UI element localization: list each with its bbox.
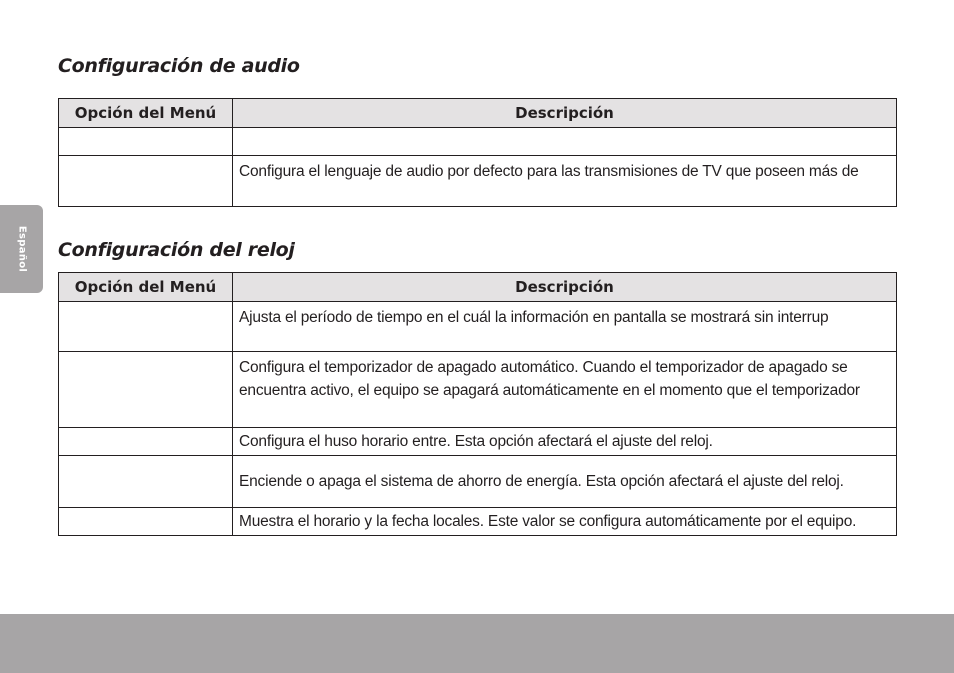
description-cell bbox=[233, 128, 897, 156]
option-cell bbox=[59, 456, 233, 508]
description-cell: Ajusta el período de tiempo en el cuál la información en pantalla se mostrará sin interrup bbox=[233, 302, 897, 352]
description-cell: Configura el temporizador de apagado automático. Cuando el temporizador de apagado se encuentra activo, el equipo se apagará automáticamente en el momento que el temporizador bbox=[233, 352, 897, 428]
option-cell bbox=[59, 428, 233, 456]
table-header-row bbox=[59, 273, 897, 302]
table-row bbox=[59, 128, 897, 156]
description-cell: Muestra el horario y la fecha locales. Este valor se configura automáticamente por el equipo. bbox=[233, 508, 897, 536]
clock-section-title: Configuración del reloj bbox=[58, 239, 295, 261]
table-header-row bbox=[59, 99, 897, 128]
description-column-header: Descripción bbox=[233, 99, 897, 128]
table-row bbox=[59, 428, 897, 456]
table-row bbox=[59, 156, 897, 207]
option-cell bbox=[59, 128, 233, 156]
table-row bbox=[59, 302, 897, 352]
table-row bbox=[59, 456, 897, 508]
footer-bar bbox=[0, 614, 954, 673]
language-tab-label: Español bbox=[16, 225, 27, 273]
audio-section-title: Configuración de audio bbox=[58, 55, 300, 77]
option-cell bbox=[59, 156, 233, 207]
table-row bbox=[59, 352, 897, 428]
option-cell bbox=[59, 508, 233, 536]
option-cell bbox=[59, 302, 233, 352]
clock-settings-table bbox=[58, 272, 897, 536]
option-column-header: Opción del Menú bbox=[59, 99, 233, 128]
option-column-header: Opción del Menú bbox=[59, 273, 233, 302]
table-row bbox=[59, 508, 897, 536]
option-cell bbox=[59, 352, 233, 428]
description-cell: Configura el lenguaje de audio por defecto para las transmisiones de TV que poseen más de bbox=[233, 156, 897, 207]
description-cell: Configura el huso horario entre. Esta opción afectará el ajuste del reloj. bbox=[233, 428, 897, 456]
description-column-header: Descripción bbox=[233, 273, 897, 302]
language-side-tab bbox=[0, 205, 43, 293]
description-cell: Enciende o apaga el sistema de ahorro de energía. Esta opción afectará el ajuste del reloj. bbox=[233, 456, 897, 508]
audio-settings-table bbox=[58, 98, 897, 207]
